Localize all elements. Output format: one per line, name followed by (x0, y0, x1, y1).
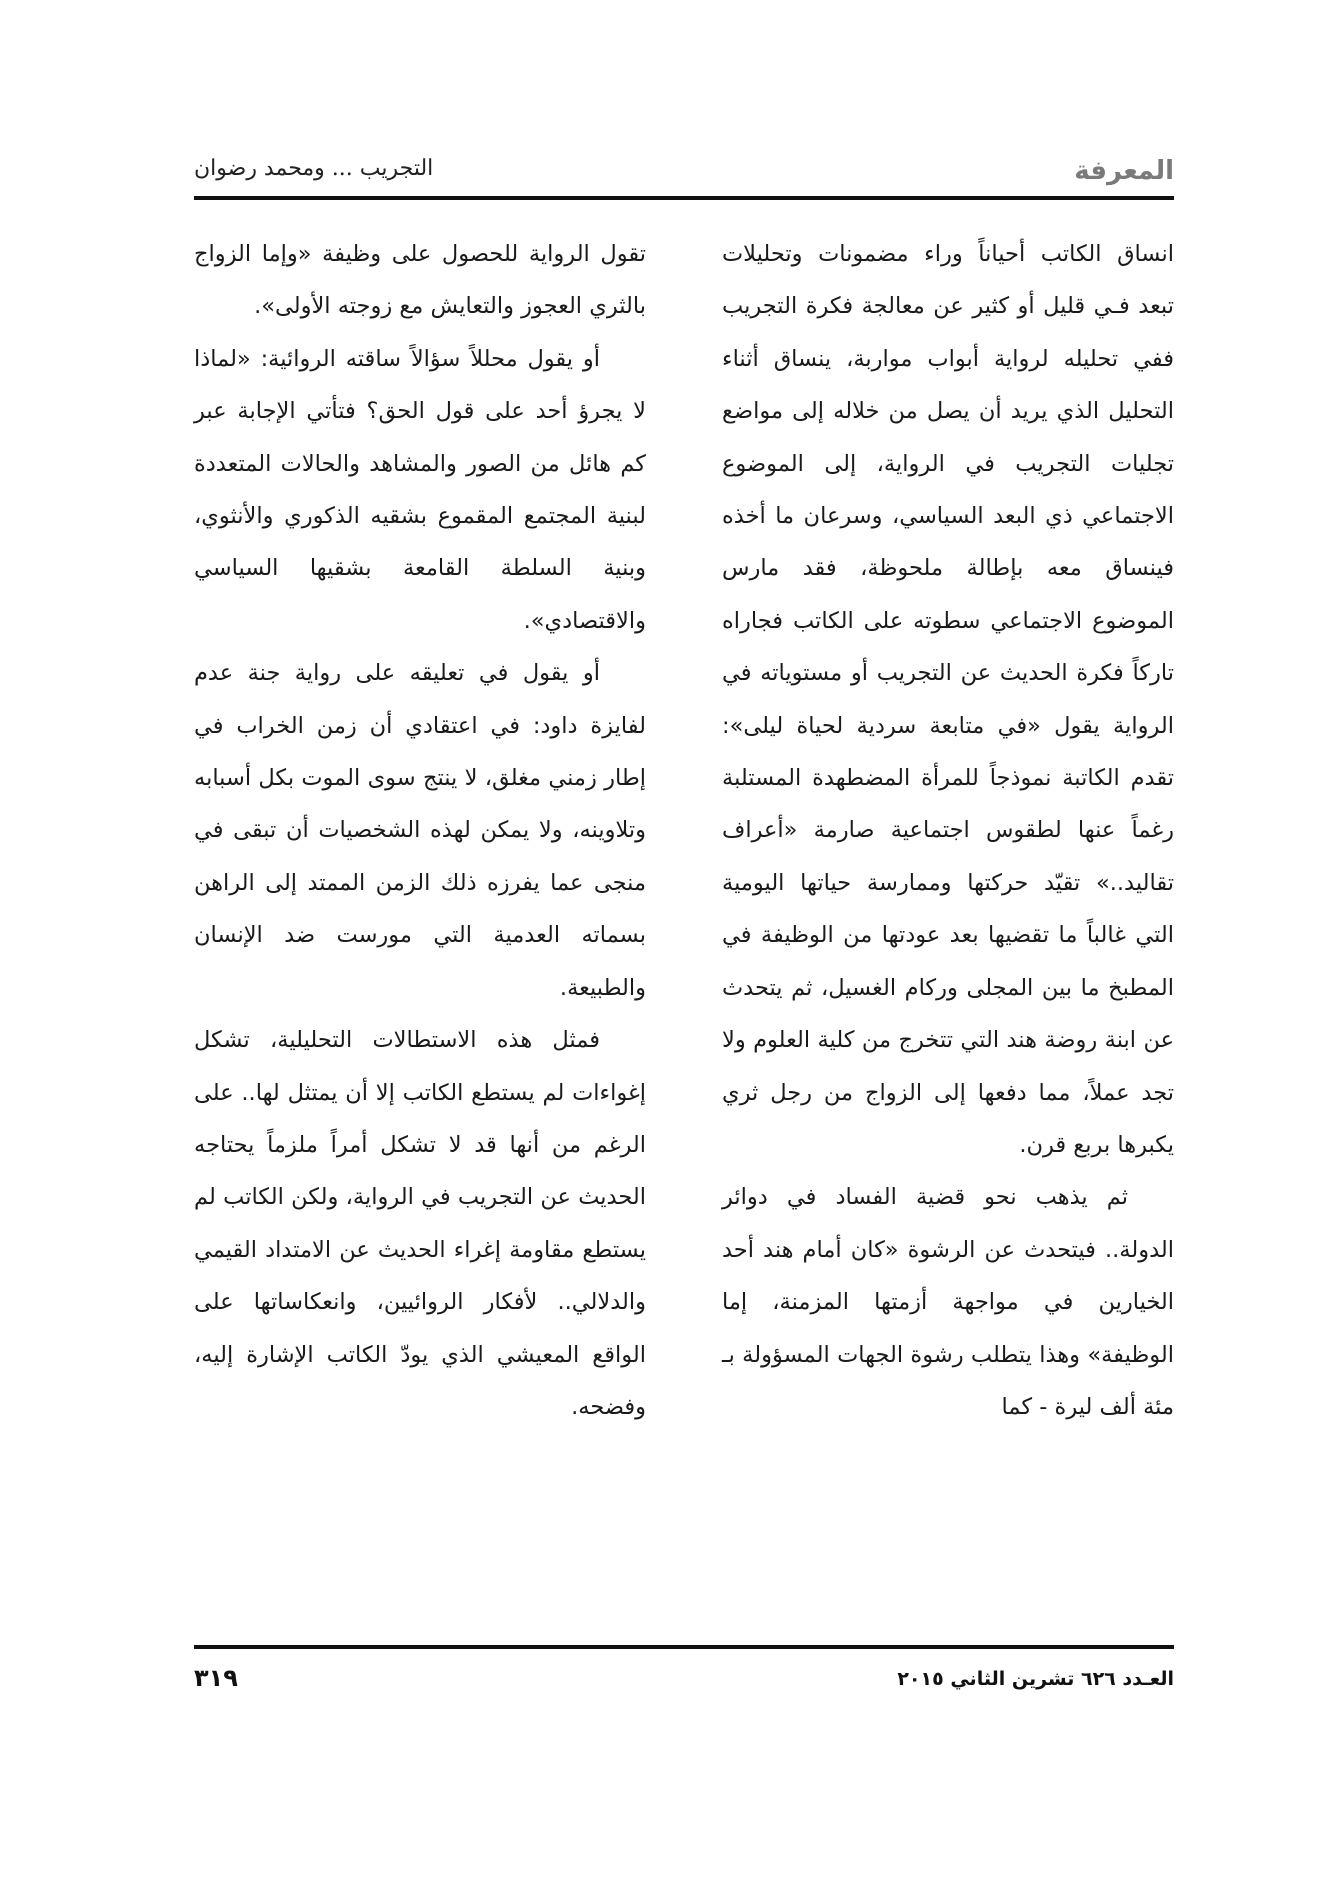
page-number: ٣١٩ (194, 1664, 238, 1692)
right-column (722, 228, 1174, 1433)
paragraph: تقول الرواية للحصول على وظيفة «وإما الزواج بالثري العجوز والتعايش مع زوجته الأولى». (194, 241, 646, 320)
paragraph: فمثل هذه الاستطالات التحليلية، تشكل إغواءات لم يستطع الكاتب إلا أن يمتثل لها.. على الرغم من أنها قد لا تشكل أمراً ملزماً يحتاجه الحديث عن التجريب في الرواية، ولكن الكاتب لم يستطع مقاومة إغراء الحديث عن الامتداد القيمي والدلالي.. لأفكار الروائيين، وانعكاساتها على الواقع المعيشي الذي يودّ الكاتب الإشارة إليه، وفضحه. (194, 1027, 646, 1420)
paragraph: أو يقول في تعليقه على رواية جنة عدم لفايزة داود: في اعتقادي أن زمن الخراب في إطار زمني مغلق، لا ينتج سوى الموت بكل أسبابه وتلاوينه، ولا يمكن لهذه الشخصيات أن تبقى في منجى عما يفرزه ذلك الزمن الممتد إلى الراهن بسماته العدمية التي مورست ضد الإنسان والطبيعة. (194, 660, 646, 1001)
journal-page (194, 150, 1174, 1770)
header-rule (194, 196, 1174, 200)
running-title: التجريب ... ومحمد رضوان (194, 156, 434, 181)
paragraph: أو يقول محللاً سؤالاً ساقته الروائية: «لماذا لا يجرؤ أحد على قول الحق؟ فتأتي الإجابة عبر كم هائل من الصور والمشاهد والحالات المتعددة لبنية المجتمع المقموع بشقيه الذكوري والأنثوي، وبنية السلطة القامعة بشقيها السياسي والاقتصادي». (194, 345, 646, 634)
page-header (194, 150, 1174, 198)
footer-rule (194, 1645, 1174, 1649)
page-footer (194, 1660, 1174, 1700)
issue-info: العـدد ٦٢٦ تشرين الثاني ٢٠١٥ (897, 1668, 1174, 1690)
paragraph: ثم يذهب نحو قضية الفساد في دوائر الدولة.. فيتحدث عن الرشوة «كان أمام هند أحد الخيارين في مواجهة أزمتها المزمنة، إما الوظيفة» وهذا يتطلب رشوة الجهات المسؤولة بـ مئة ألف ليرة - كما (722, 1184, 1174, 1420)
paragraph: انساق الكاتب أحياناً وراء مضمونات وتحليلات تبعد فـي قليل أو كثير عن معالجة فكرة التجريب ففي تحليله لرواية أبواب مواربة، ينساق أثناء التحليل الذي يريد أن يصل من خلاله إلى مواضع تجليات التجريب في الرواية، إلى الموضوع الاجتماعي ذي البعد السياسي، وسرعان ما أخذه فينساق معه بإطالة ملحوظة، فقد مارس الموضوع الاجتماعي سطوته على الكاتب فجاراه تاركاً فكرة الحديث عن التجريب أو مستوياته في الرواية يقول «في متابعة سردية لحياة ليلى»: تقدم الكاتبة نموذجاً للمرأة المضطهدة المستلبة رغماً عنها لطقوس اجتماعية صارمة «أعراف تقاليد..» تقيّد حركتها وممارسة حياتها اليومية التي غالباً ما تقضيها بعد عودتها من الوظيفة في المطبخ ما بين المجلى وركام الغسيل، ثم يتحدث عن ابنة روضة هند التي تتخرج من كلية العلوم ولا تجد عملاً، مما دفعها إلى الزواج من رجل ثري يكبرها بربع قرن. (722, 241, 1174, 1158)
magazine-logo: المعرفة (1074, 156, 1174, 186)
body-columns (194, 228, 1174, 1638)
left-column (194, 228, 646, 1433)
